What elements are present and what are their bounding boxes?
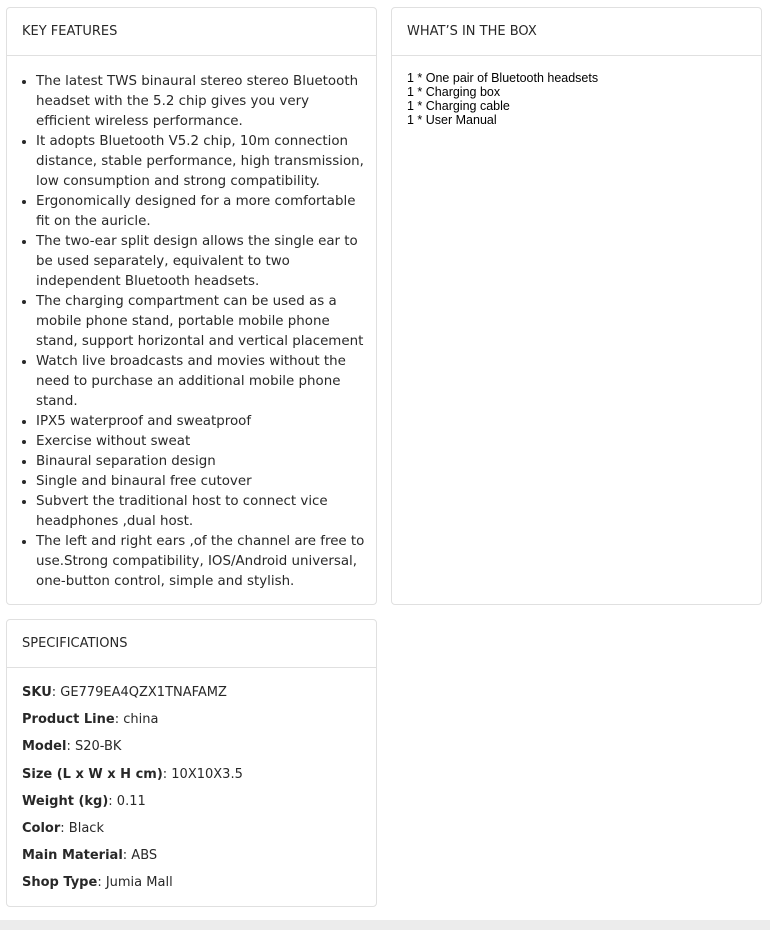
spec-key: Size (L x W x H cm) [22, 766, 163, 782]
feature-item: • IPX5 waterproof and sweatproof [36, 412, 366, 432]
feature-item: • Watch live broadcasts and movies without the need to purchase an additional mobile phone stand. [36, 352, 366, 412]
spec-value: : 10X10X3.5 [162, 766, 243, 782]
spec-key: Main Material [22, 848, 123, 864]
spec-key: Model [22, 739, 67, 755]
whats-in-the-box-card [391, 7, 762, 605]
spec-row-sku [22, 685, 376, 712]
feature-item: • Binaural separation design [36, 452, 366, 472]
feature-item: • It adopts Bluetooth V5.2 chip, 10m connection distance, stable performance, high transmission, low consumption and strong compatibility. [36, 132, 366, 192]
spec-key: Weight (kg) [22, 793, 109, 809]
box-item: 1 * Charging box [407, 85, 501, 99]
key-features-list [7, 56, 376, 592]
feature-item: • The two-ear split design allows the single ear to be used separately, equivalent to two independent Bluetooth headsets. [36, 232, 366, 292]
key-features-card [6, 7, 377, 605]
page-footer-divider [0, 920, 770, 930]
feature-item: • The left and right ears ,of the channel are free to use.Strong compatibility, IOS/Android universal, one-button control, simple and stylish. [36, 532, 366, 592]
box-item: 1 * Charging cable [407, 99, 510, 113]
spec-row-main-material [22, 848, 376, 875]
feature-item: • Subvert the traditional host to connect vice headphones ,dual host. [36, 492, 366, 532]
specifications-list [7, 668, 376, 903]
spec-value: : china [114, 712, 159, 728]
spec-value: : 0.11 [108, 793, 146, 809]
box-item: 1 * User Manual [407, 113, 497, 127]
feature-item: • Single and binaural free cutover [36, 472, 366, 492]
spec-value: : S20-BK [66, 739, 122, 755]
box-contents-list [392, 56, 761, 127]
feature-item: • Ergonomically designed for a more comfortable fit on the auricle. [36, 192, 366, 232]
spec-row-color [22, 821, 376, 848]
whats-in-the-box-header: WHAT’S IN THE BOX [392, 8, 761, 56]
spec-row-weight [22, 794, 376, 821]
spec-key: Product Line [22, 712, 115, 728]
spec-value: : Jumia Mall [97, 875, 173, 891]
box-item: 1 * One pair of Bluetooth headsets [407, 71, 599, 85]
spec-key: Shop Type [22, 875, 98, 891]
spec-row-size [22, 767, 376, 794]
spec-row-shop-type [22, 875, 376, 902]
feature-item: • Exercise without sweat [36, 432, 366, 452]
spec-row-product-line [22, 712, 376, 739]
spec-value: : Black [60, 820, 104, 836]
spec-value: : ABS [122, 848, 158, 864]
key-features-header: KEY FEATURES [7, 8, 376, 56]
spec-key: SKU [22, 685, 52, 700]
spec-row-model [22, 739, 376, 766]
spec-key: Color [22, 820, 61, 836]
specifications-header: SPECIFICATIONS [7, 620, 376, 668]
feature-item: • The latest TWS binaural stereo stereo Bluetooth headset with the 5.2 chip gives you very efficient wireless performance. [36, 72, 366, 132]
spec-value: : GE779EA4QZX1TNAFAMZ [51, 685, 227, 700]
specifications-card [6, 619, 377, 907]
feature-item: • The charging compartment can be used as a mobile phone stand, portable mobile phone stand, support horizontal and vertical placement [36, 292, 366, 352]
